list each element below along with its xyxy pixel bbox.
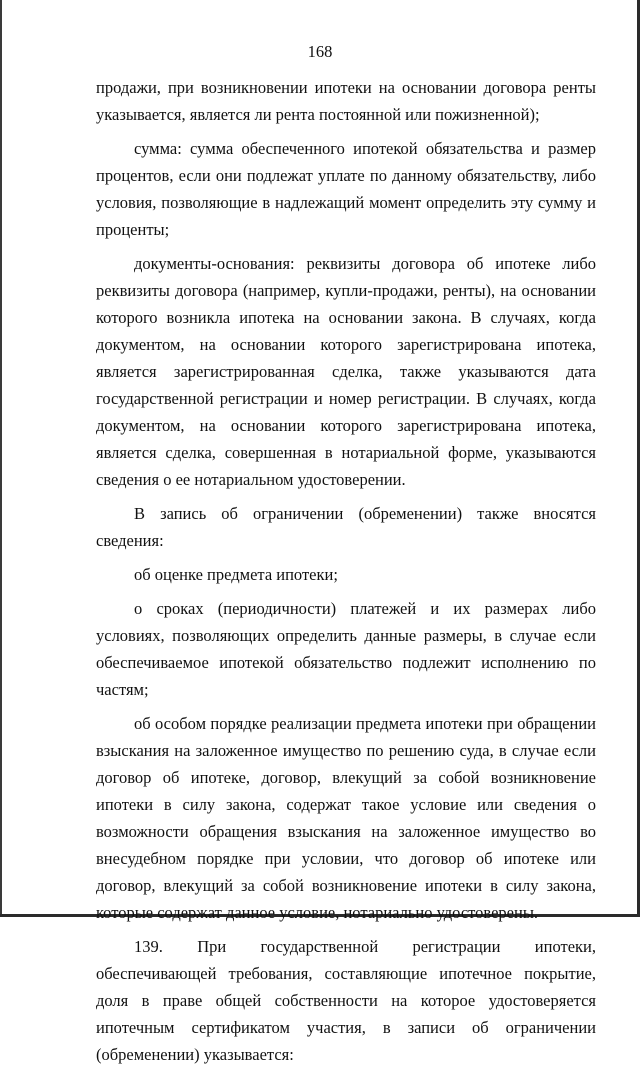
scan-edge-left: [0, 0, 2, 917]
paragraph-valuation: об оценке предмета ипотеки;: [134, 565, 338, 584]
paragraph-special-procedure: об особом порядке реализации предмета ипотеки при обращении взыскания на заложенное имущество по решению суда, в случае если договор об ипотеке, договор, влекущий за собой возникновение ипотеки в силу закона, содержат такое условие или сведения о возможности обращения взыскания на заложенное имущество во внесудебном порядке при условии, что договор об ипотеке или договор, влекущий за собой возникновение ипотеки в силу закона, которые содержат данное условие, нотариально удостоверены.: [96, 714, 596, 922]
paragraph-continuation: продажи, при возникновении ипотеки на основании договора ренты указывается, является ли рента постоянной или пожизненной);: [96, 78, 596, 124]
paragraph-record-intro: В запись об ограничении (обременении) также вносятся сведения:: [96, 504, 596, 550]
paragraph-basis-documents: документы-основания: реквизиты договора об ипотеке либо реквизиты договора (например, купли-продажи, ренты), на основании которого возникла ипотека на основании закона. В случаях, когда документом, на основании которого зарегистрирована ипотека, является зарегистрированная сделка, также указываются дата государственной регистрации и номер регистрации. В случаях, когда документом, на основании которого зарегистрирована ипотека, является сделка, совершенная в нотариальной форме, указываются сведения о ее нотариальном удостоверении.: [96, 254, 596, 489]
paragraph-sum: сумма: сумма обеспеченного ипотекой обязательства и размер процентов, если они подлежат уплате по данному обязательству, либо условия, позволяющие в надлежащий момент определить эту сумму и проценты;: [96, 139, 596, 239]
paragraph-payment-terms: о сроках (периодичности) платежей и их размерах либо условиях, позволяющих определить данные размеры, в случае если обеспечиваемое ипотекой обязательство подлежит исполнению по частям;: [96, 599, 596, 699]
document-body: [96, 74, 596, 1075]
paragraph-item-139: 139. При государственной регистрации ипотеки, обеспечивающей требования, составляющие ипотечное покрытие, доля в праве общей собственности на которое удостоверяется ипотечным сертификатом участия, в записи об ограничении (обременении) указывается:: [96, 937, 596, 1064]
page-number: 168: [307, 42, 333, 61]
